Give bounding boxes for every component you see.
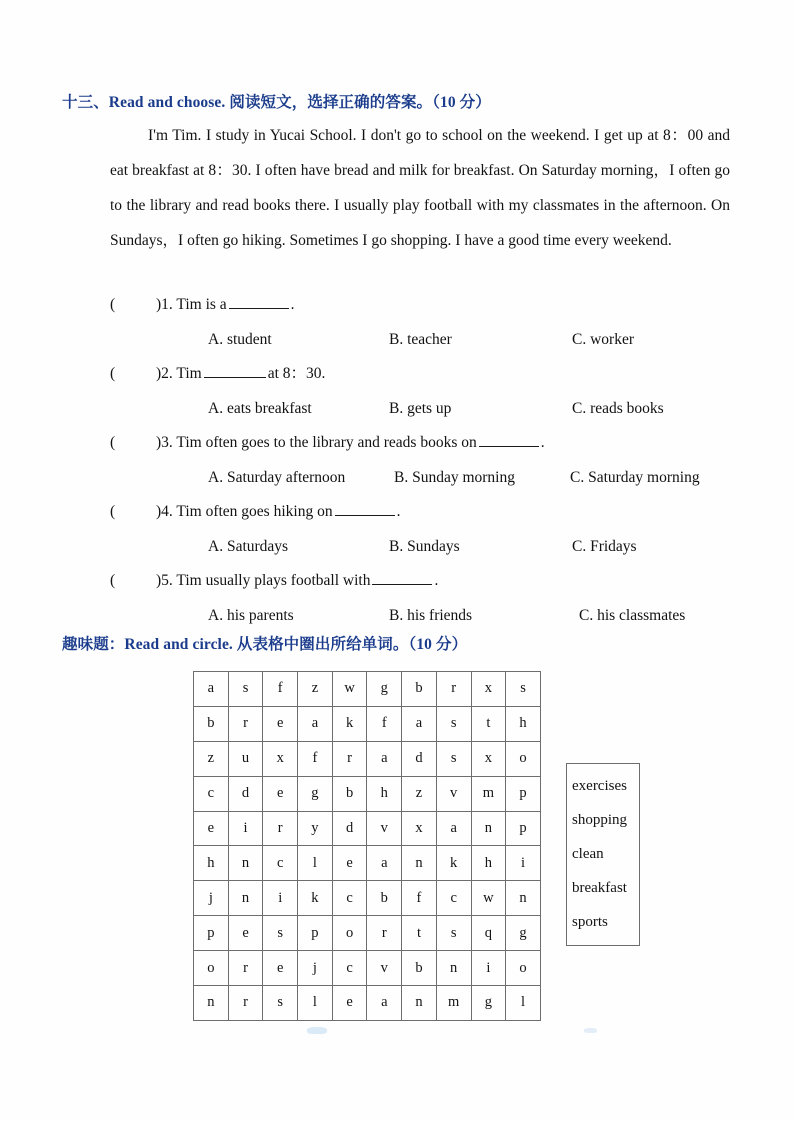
grid-cell-r10-c2[interactable]: r (228, 986, 263, 1021)
answer-paren-5[interactable]: ( (110, 572, 116, 589)
question-2-stem (110, 362, 750, 386)
word-list-box (566, 763, 640, 946)
question-3-text-before: Tim often goes to the library and reads books on (176, 434, 477, 451)
grid-cell-r3-c9[interactable]: x (471, 741, 506, 776)
grid-cell-r3-c1[interactable]: z (194, 741, 229, 776)
grid-cell-r2-c1[interactable]: b (194, 706, 229, 741)
grid-cell-r8-c6[interactable]: r (367, 916, 402, 951)
question-4-number: )4. (156, 503, 173, 520)
grid-cell-r9-c1[interactable]: o (194, 951, 229, 986)
grid-cell-r1-c4[interactable]: z (298, 672, 333, 707)
grid-cell-r9-c9[interactable]: i (471, 951, 506, 986)
grid-row (194, 706, 541, 741)
grid-cell-r8-c3[interactable]: s (263, 916, 298, 951)
grid-cell-r10-c10[interactable]: l (506, 986, 541, 1021)
word-list-item: clean (572, 846, 604, 862)
grid-cell-r6-c4[interactable]: l (298, 846, 333, 881)
grid-cell-r4-c8[interactable]: v (436, 776, 471, 811)
question-2-text-after: at 8：30. (267, 365, 326, 382)
question-3-option-c[interactable]: C. Saturday morning (570, 469, 700, 486)
grid-cell-r9-c3[interactable]: e (263, 951, 298, 986)
grid-cell-r2-c4[interactable]: a (298, 706, 333, 741)
grid-row (194, 916, 541, 951)
grid-row (194, 741, 541, 776)
question-1-option-c[interactable]: C. worker (572, 331, 634, 348)
grid-cell-r2-c6[interactable]: f (367, 706, 402, 741)
question-3-option-b[interactable]: B. Sunday morning (394, 469, 515, 486)
grid-cell-r7-c5[interactable]: c (332, 881, 367, 916)
grid-cell-r2-c8[interactable]: s (436, 706, 471, 741)
question-1-option-b[interactable]: B. teacher (389, 331, 452, 348)
grid-row (194, 846, 541, 881)
question-2-blank[interactable] (204, 363, 266, 378)
grid-cell-r9-c5[interactable]: c (332, 951, 367, 986)
grid-cell-r2-c3[interactable]: e (263, 706, 298, 741)
answer-paren-1[interactable]: ( (110, 296, 116, 313)
grid-cell-r8-c8[interactable]: s (436, 916, 471, 951)
grid-row (194, 672, 541, 707)
question-5-option-b[interactable]: B. his friends (389, 607, 473, 624)
grid-cell-r10-c9[interactable]: g (471, 986, 506, 1021)
section-heading-read-and-choose: 十三、Read and choose. 阅读短文，选择正确的答案。（10 分） (62, 94, 491, 111)
question-5-blank[interactable] (372, 570, 432, 585)
grid-cell-r6-c6[interactable]: a (367, 846, 402, 881)
grid-cell-r1-c9[interactable]: x (471, 672, 506, 707)
grid-cell-r6-c8[interactable]: k (436, 846, 471, 881)
grid-cell-r6-c5[interactable]: e (332, 846, 367, 881)
grid-cell-r5-c9[interactable]: n (471, 811, 506, 846)
section-heading-read-and-circle: 趣味题：Read and circle. 从表格中圈出所给单词。（10 分） (62, 636, 468, 653)
grid-cell-r4-c2[interactable]: d (228, 776, 263, 811)
grid-cell-r6-c1[interactable]: h (194, 846, 229, 881)
grid-cell-r7-c3[interactable]: i (263, 881, 298, 916)
grid-cell-r2-c10[interactable]: h (506, 706, 541, 741)
grid-cell-r3-c2[interactable]: u (228, 741, 263, 776)
grid-cell-r8-c9[interactable]: q (471, 916, 506, 951)
grid-cell-r3-c3[interactable]: x (263, 741, 298, 776)
grid-cell-r4-c5[interactable]: b (332, 776, 367, 811)
grid-cell-r6-c7[interactable]: n (402, 846, 437, 881)
question-5-options (146, 604, 750, 628)
grid-cell-r2-c9[interactable]: t (471, 706, 506, 741)
question-1 (110, 293, 750, 352)
question-2-text-before: Tim (176, 365, 202, 382)
question-5 (110, 569, 750, 628)
question-5-number: )5. (156, 572, 173, 589)
question-3-blank[interactable] (479, 432, 539, 447)
question-3-option-a[interactable]: A. Saturday afternoon (208, 469, 346, 486)
grid-cell-r8-c1[interactable]: p (194, 916, 229, 951)
question-4 (110, 500, 750, 559)
grid-cell-r7-c8[interactable]: c (436, 881, 471, 916)
grid-cell-r2-c2[interactable]: r (228, 706, 263, 741)
grid-cell-r1-c5[interactable]: w (332, 672, 367, 707)
grid-cell-r5-c5[interactable]: d (332, 811, 367, 846)
grid-cell-r1-c7[interactable]: b (402, 672, 437, 707)
grid-cell-r9-c7[interactable]: b (402, 951, 437, 986)
question-3-options (146, 466, 750, 490)
grid-cell-r1-c10[interactable]: s (506, 672, 541, 707)
grid-cell-r5-c4[interactable]: y (298, 811, 333, 846)
grid-cell-r5-c6[interactable]: v (367, 811, 402, 846)
grid-cell-r4-c10[interactable]: p (506, 776, 541, 811)
grid-cell-r7-c2[interactable]: n (228, 881, 263, 916)
grid-cell-r5-c8[interactable]: a (436, 811, 471, 846)
grid-cell-r8-c5[interactable]: o (332, 916, 367, 951)
question-5-text-after: . (434, 572, 439, 589)
grid-cell-r5-c10[interactable]: p (506, 811, 541, 846)
question-4-option-a[interactable]: A. Saturdays (208, 538, 289, 555)
grid-cell-r4-c9[interactable]: m (471, 776, 506, 811)
grid-cell-r10-c7[interactable]: n (402, 986, 437, 1021)
grid-cell-r7-c9[interactable]: w (471, 881, 506, 916)
grid-cell-r5-c7[interactable]: x (402, 811, 437, 846)
grid-cell-r6-c2[interactable]: n (228, 846, 263, 881)
grid-cell-r9-c4[interactable]: j (298, 951, 333, 986)
question-3 (110, 431, 750, 490)
grid-cell-r10-c6[interactable]: a (367, 986, 402, 1021)
question-4-text-after: . (396, 503, 401, 520)
word-search-grid[interactable] (193, 671, 541, 1021)
grid-cell-r10-c3[interactable]: s (263, 986, 298, 1021)
question-1-text-before: Tim is a (176, 296, 227, 313)
grid-cell-r7-c1[interactable]: j (194, 881, 229, 916)
grid-row (194, 776, 541, 811)
grid-cell-r6-c10[interactable]: i (506, 846, 541, 881)
question-4-options (146, 535, 750, 559)
grid-cell-r9-c6[interactable]: v (367, 951, 402, 986)
grid-row (194, 811, 541, 846)
grid-cell-r6-c9[interactable]: h (471, 846, 506, 881)
question-4-text-before: Tim often goes hiking on (176, 503, 333, 520)
grid-cell-r10-c1[interactable]: n (194, 986, 229, 1021)
grid-cell-r9-c2[interactable]: r (228, 951, 263, 986)
question-1-number: )1. (156, 296, 173, 313)
question-3-number: )3. (156, 434, 173, 451)
grid-cell-r1-c2[interactable]: s (228, 672, 263, 707)
question-4-option-b[interactable]: B. Sundays (389, 538, 460, 555)
grid-cell-r5-c3[interactable]: r (263, 811, 298, 846)
reading-passage: I'm Tim. I study in Yucai School. I don't go to school on the weekend. I get up at 8：00 and eat breakfast at 8：30. I often have bread and milk for breakfast. On Saturday morning，I often go to the library and read books there. I usually play football with my classmates in the afternoon. On Sundays，I often go hiking. Sometimes I go shopping. I have a good time every weekend. (110, 127, 730, 249)
grid-row (194, 951, 541, 986)
grid-cell-r1-c6[interactable]: g (367, 672, 402, 707)
word-list-item: exercises (572, 778, 627, 794)
question-3-text-after: . (540, 434, 545, 451)
grid-cell-r4-c6[interactable]: h (367, 776, 402, 811)
word-list-item: sports (572, 914, 608, 930)
word-list-item: shopping (572, 812, 628, 828)
grid-cell-r7-c7[interactable]: f (402, 881, 437, 916)
grid-cell-r9-c10[interactable]: o (506, 951, 541, 986)
grid-cell-r8-c10[interactable]: g (506, 916, 541, 951)
grid-cell-r7-c4[interactable]: k (298, 881, 333, 916)
grid-cell-r4-c1[interactable]: c (194, 776, 229, 811)
grid-row (194, 986, 541, 1021)
grid-cell-r8-c2[interactable]: e (228, 916, 263, 951)
question-2-option-c[interactable]: C. reads books (572, 400, 664, 417)
question-1-blank[interactable] (229, 294, 289, 309)
answer-paren-2[interactable]: ( (110, 365, 116, 382)
grid-cell-r3-c10[interactable]: o (506, 741, 541, 776)
grid-row (194, 881, 541, 916)
grid-cell-r4-c7[interactable]: z (402, 776, 437, 811)
grid-cell-r3-c5[interactable]: r (332, 741, 367, 776)
grid-cell-r5-c2[interactable]: i (228, 811, 263, 846)
grid-cell-r1-c1[interactable]: a (194, 672, 229, 707)
question-2-options (146, 397, 750, 421)
grid-cell-r10-c8[interactable]: m (436, 986, 471, 1021)
question-5-option-c[interactable]: C. his classmates (579, 607, 686, 624)
grid-cell-r2-c7[interactable]: a (402, 706, 437, 741)
question-5-stem (110, 569, 750, 593)
question-5-option-a[interactable]: A. his parents (208, 607, 294, 624)
question-1-stem (110, 293, 750, 317)
question-4-stem (110, 500, 750, 524)
grid-cell-r3-c6[interactable]: a (367, 741, 402, 776)
question-4-blank[interactable] (335, 501, 395, 516)
grid-cell-r4-c4[interactable]: g (298, 776, 333, 811)
word-list-item: breakfast (572, 880, 627, 896)
question-2-number: )2. (156, 365, 173, 382)
answer-paren-4[interactable]: ( (110, 503, 116, 520)
question-5-text-before: Tim usually plays football with (176, 572, 371, 589)
grid-cell-r1-c3[interactable]: f (263, 672, 298, 707)
grid-cell-r3-c4[interactable]: f (298, 741, 333, 776)
grid-cell-r7-c10[interactable]: n (506, 881, 541, 916)
question-1-text-after: . (290, 296, 295, 313)
question-3-stem (110, 431, 750, 455)
grid-cell-r2-c5[interactable]: k (332, 706, 367, 741)
grid-cell-r1-c8[interactable]: r (436, 672, 471, 707)
grid-cell-r3-c8[interactable]: s (436, 741, 471, 776)
scan-artifact-right (584, 1028, 597, 1033)
question-1-option-a[interactable]: A. student (208, 331, 272, 348)
question-2-option-b[interactable]: B. gets up (389, 400, 452, 417)
grid-cell-r10-c5[interactable]: e (332, 986, 367, 1021)
grid-cell-r10-c4[interactable]: l (298, 986, 333, 1021)
question-2-option-a[interactable]: A. eats breakfast (208, 400, 312, 417)
grid-cell-r5-c1[interactable]: e (194, 811, 229, 846)
question-4-option-c[interactable]: C. Fridays (572, 538, 637, 555)
question-1-options (146, 328, 750, 352)
grid-cell-r4-c3[interactable]: e (263, 776, 298, 811)
grid-cell-r6-c3[interactable]: c (263, 846, 298, 881)
scan-artifact-left (307, 1027, 327, 1034)
grid-cell-r7-c6[interactable]: b (367, 881, 402, 916)
question-2 (110, 362, 750, 421)
answer-paren-3[interactable]: ( (110, 434, 116, 451)
grid-cell-r3-c7[interactable]: d (402, 741, 437, 776)
grid-cell-r9-c8[interactable]: n (436, 951, 471, 986)
grid-cell-r8-c7[interactable]: t (402, 916, 437, 951)
grid-cell-r8-c4[interactable]: p (298, 916, 333, 951)
